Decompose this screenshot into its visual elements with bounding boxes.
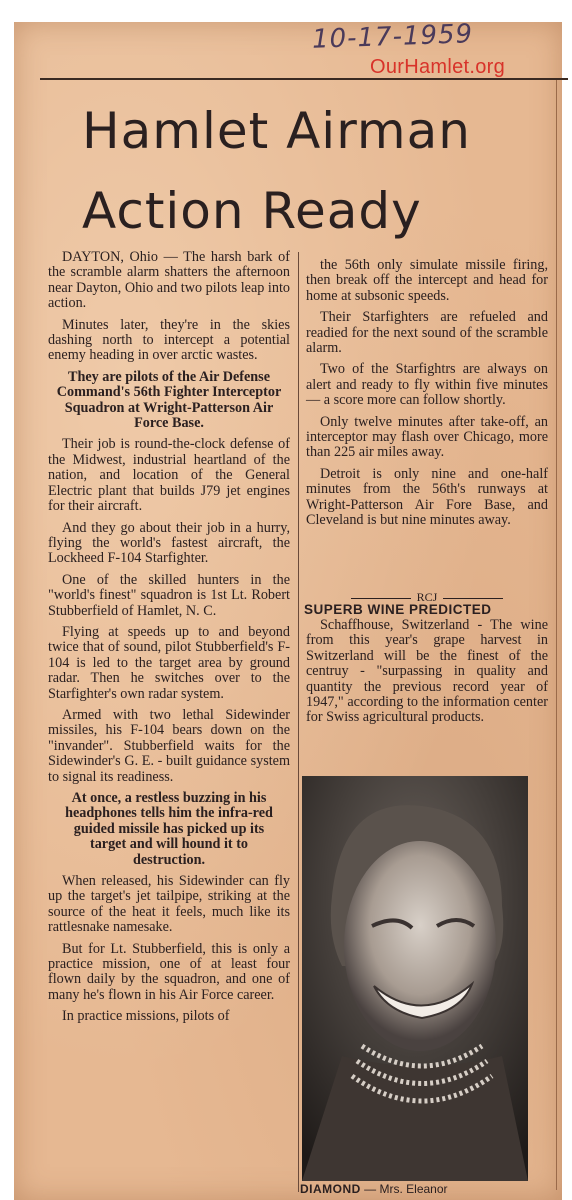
wine-article <box>306 618 548 732</box>
byline-rule-right <box>443 598 503 599</box>
paragraph: Their Starfighters are refueled and readied for the next sound of the scramble alarm. <box>306 309 548 357</box>
paragraph: Two of the Starfightrs are always on alert and ready to fly within five minutes — a score more can follow shortly. <box>306 361 548 409</box>
paragraph: In practice missions, pilots of <box>62 1008 230 1025</box>
article-right-column <box>306 258 548 535</box>
paragraph: And they go about their job in a hurry, flying the world's fastest aircraft, the Lockheed F-104 Starfighter. <box>48 519 290 567</box>
paragraph: Detroit is only nine and one-half minutes from the 56th's runways at Wright-Patterson Air Fore Base, and Cleveland is but nine minutes away. <box>306 465 548 529</box>
paragraph: When released, his Sidewinder can fly up the target's jet tailpipe, striking at the source of the heat it feels, much like its rattlesnake namesake. <box>48 873 290 936</box>
paragraph: They are pilots of the Air Defense Command's 56th Fighter Interceptor Squadron at Wright-Patterson Air Force Base. <box>56 368 282 432</box>
watermark: OurHamlet.org <box>370 56 506 78</box>
portrait-photo <box>302 776 528 1181</box>
headline-line-1: Hamlet Airman <box>82 102 471 160</box>
wine-headline: SUPERB WINE PREDICTED <box>304 602 492 617</box>
photo-caption <box>300 1182 540 1196</box>
page-edge-rule <box>556 80 557 1190</box>
paragraph: Flying at speeds up to and beyond twice that of sound, pilot Stubberfield's F-104 is led to the target area by ground radar. Then he switches over to the Starfighter's own radar system. <box>48 623 290 702</box>
headline-line-2: Action Ready <box>82 182 422 240</box>
paragraph: Minutes later, they're in the skies dashing north to intercept a potential enemy heading in over arctic wastes. <box>48 316 290 364</box>
paragraph: Armed with two lethal Sidewinder missiles, his F-104 bears down on the "invander". Stubberfield waits for the Sidewinder's G. E. - built guidance system to signal its readiness. <box>48 706 290 785</box>
paragraph: At once, a restless buzzing in his headphones tells him the infra-red guided missile has picked up its target and will hound it to destruction. <box>65 790 273 868</box>
handwritten-date: 10-17-1959 <box>311 19 474 55</box>
column-divider <box>298 252 299 1192</box>
byline-text: RCJ <box>416 590 438 604</box>
article-left-column <box>48 250 290 1031</box>
paragraph: the 56th only simulate missile firing, then break off the intercept and head for home at subsonic speeds. <box>306 257 548 304</box>
paragraph: Only twelve minutes after take-off, an interceptor may flash over Chicago, more than 225 air miles away. <box>306 413 548 461</box>
paragraph: Their job is round-the-clock defense of the Midwest, industrial heartland of the nation, and location of the General Electric plant that builds J79 jet engines for their aircraft. <box>48 436 290 515</box>
caption-text: — Mrs. Eleanor <box>364 1182 448 1196</box>
paragraph: DAYTON, Ohio — The harsh bark of the scramble alarm shatters the afternoon near Dayton, Ohio and two pilots leap into action. <box>48 249 290 312</box>
wine-body-text: Schaffhouse, Switzerland - The wine from this year's grape harvest in Switzerland will be the finest of the centruy - "surpassing in quality and quantity the previous record year of 1947," according to the information center for Swiss agricultural products. <box>306 617 548 726</box>
paragraph: But for Lt. Stubberfield, this is only a practice mission, one of at least four flown daily by the squadron, and one of many he's flown in his Air Force career. <box>48 940 290 1003</box>
portrait-image <box>302 776 528 1181</box>
byline-rule-left <box>351 598 411 599</box>
paragraph: One of the skilled hunters in the "world's finest" squadron is 1st Lt. Robert Stubberfield of Hamlet, N. C. <box>48 571 290 619</box>
caption-label: DIAMOND <box>300 1182 361 1196</box>
